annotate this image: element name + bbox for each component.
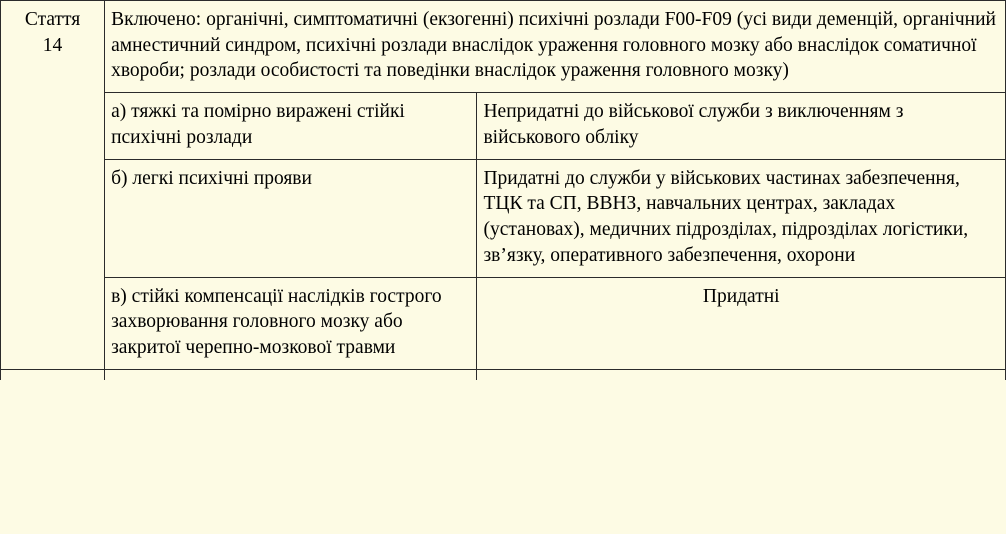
table-row <box>1 277 1006 369</box>
table-row-partial <box>1 369 1006 380</box>
condition-c: в) стійкі компенсації наслідків гострого захворювання головного мозку або закритої черепно-мозкової травми <box>105 277 477 369</box>
article-cell-next <box>1 369 105 380</box>
condition-b: б) легкі психічні прояви <box>105 159 477 277</box>
table-row-article-header <box>1 1 1006 93</box>
verdict-b: Придатні до служби у військових частинах забезпечення, ТЦК та СП, ВВНЗ, навчальних центрах, закладах (установах), медичних підрозділах, підрозділах логістики, зв’язку, оперативного забезпечення, охорони <box>477 159 1006 277</box>
condition-cell-next <box>105 369 477 380</box>
condition-a: а) тяжкі та помірно виражені стійкі психічні розлади <box>105 93 477 159</box>
verdict-a: Непридатні до військової служби з виключенням з військового обліку <box>477 93 1006 159</box>
verdict-cell-next <box>477 369 1006 380</box>
table-row <box>1 159 1006 277</box>
article-included-text: Включено: органічні, симптоматичні (екзогенні) психічні розлади F00-F09 (усі види деменцій, органічний амнестичний синдром, психічні розлади внаслідок ураження головного мозку або внаслідок соматичної хвороби; розлади особистості та поведінки внаслідок ураження головного мозку) <box>105 1 1006 93</box>
table-row <box>1 93 1006 159</box>
article-cell <box>1 1 105 370</box>
article-label: Стаття <box>24 9 81 30</box>
verdict-c: Придатні <box>477 277 1006 369</box>
article-number: 14 <box>42 34 63 56</box>
